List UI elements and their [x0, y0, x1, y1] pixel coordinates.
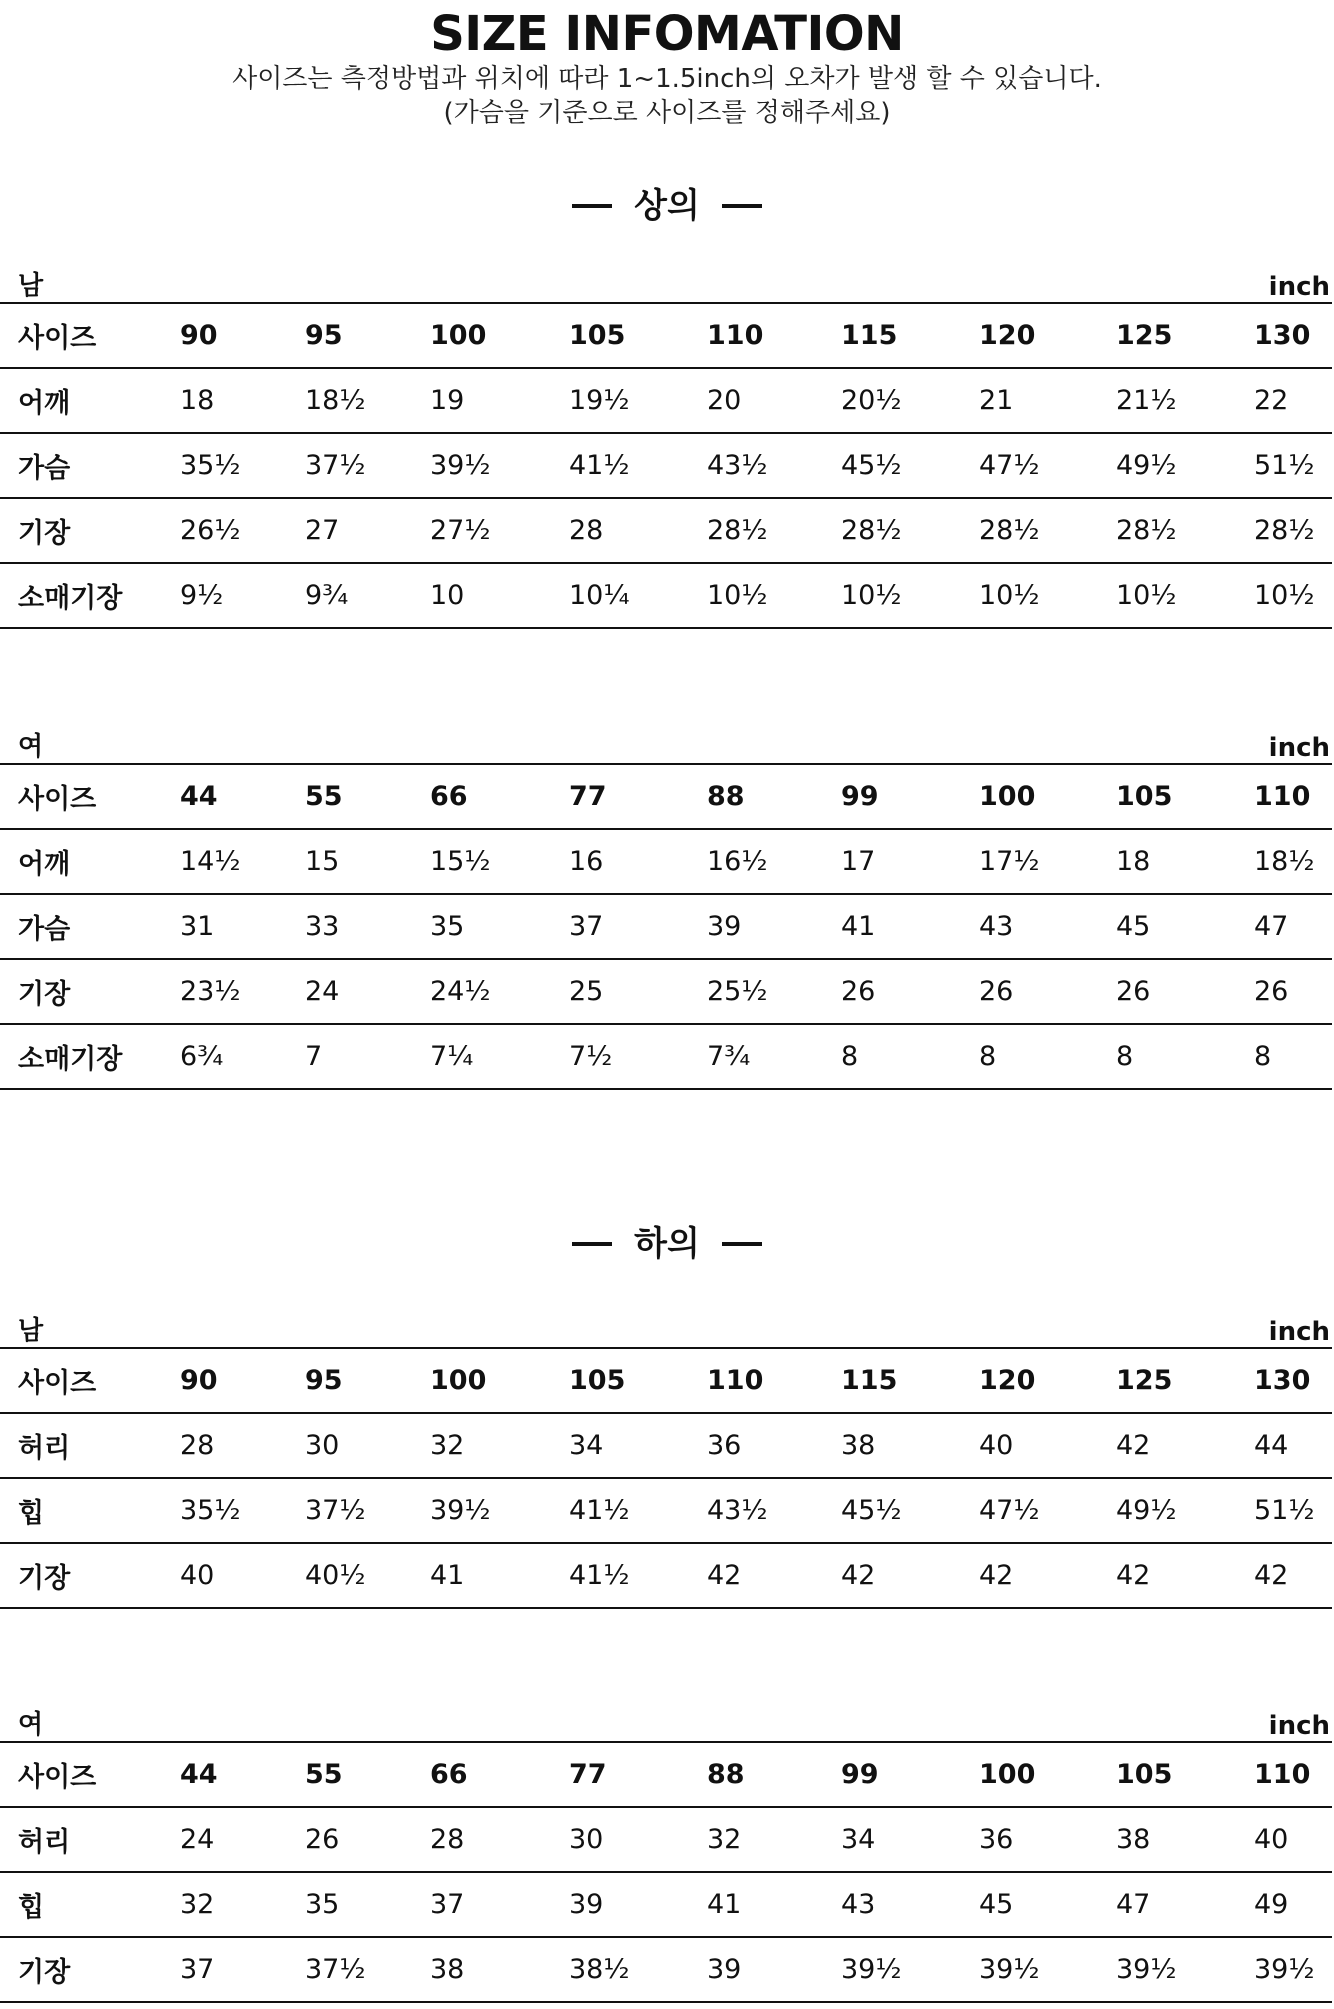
size-header-cell: 95	[305, 1365, 343, 1396]
size-header-cell: 90	[180, 1365, 218, 1396]
table-cell: 24½	[430, 976, 491, 1007]
table-cell: 49½	[1116, 450, 1177, 481]
table-cell: 39	[707, 911, 742, 942]
row-label: 어깨	[18, 388, 71, 419]
table-cell: 10½	[841, 580, 902, 611]
table-cell: 26	[979, 976, 1014, 1007]
table-cell: 40	[1254, 1824, 1289, 1855]
table-cell: 40	[979, 1430, 1014, 1461]
row-label: 가슴	[18, 914, 71, 945]
table-cell: 49½	[1116, 1495, 1177, 1526]
table-cell: 35½	[180, 450, 241, 481]
size-table-bottom-women	[0, 1697, 1332, 2003]
table-row	[0, 369, 1332, 434]
table-cell: 10½	[979, 580, 1040, 611]
row-label: 허리	[18, 1827, 71, 1858]
table-cell: 47½	[979, 450, 1040, 481]
table-row	[0, 1479, 1332, 1544]
table-cell: 7¼	[430, 1041, 474, 1072]
table-cell: 43	[841, 1889, 876, 1920]
table-meta	[0, 1303, 1332, 1347]
row-label: 사이즈	[18, 1762, 97, 1793]
row-label: 허리	[18, 1433, 71, 1464]
table-cell: 42	[1116, 1430, 1151, 1461]
size-grid	[0, 1741, 1332, 2003]
size-header-cell: 110	[1254, 1759, 1311, 1790]
table-meta	[0, 719, 1332, 763]
table-cell: 51½	[1254, 1495, 1315, 1526]
table-cell: 44	[1254, 1430, 1289, 1461]
dash-left	[572, 204, 612, 208]
size-header-cell: 99	[841, 781, 879, 812]
table-cell: 37	[180, 1954, 215, 1985]
table-row	[0, 499, 1332, 564]
measurement-note: 사이즈는 측정방법과 위치에 따라 1~1.5inch의 오차가 발생 할 수 있습니다.	[232, 64, 1102, 94]
size-header-cell: 66	[430, 781, 468, 812]
table-cell: 10½	[707, 580, 768, 611]
table-cell: 37½	[305, 1954, 366, 1985]
section-title-top	[0, 184, 1334, 228]
size-header-cell: 77	[569, 1759, 607, 1790]
table-cell: 37	[569, 911, 604, 942]
chest-basis-note: (가슴을 기준으로 사이즈를 정해주세요)	[443, 98, 891, 128]
table-cell: 32	[707, 1824, 742, 1855]
table-cell: 17½	[979, 846, 1040, 877]
table-cell: 9¾	[305, 580, 349, 611]
size-header-cell: 55	[305, 1759, 343, 1790]
table-row	[0, 1873, 1332, 1938]
size-header-cell: 125	[1116, 320, 1173, 351]
table-cell: 25	[569, 976, 604, 1007]
size-header-cell: 90	[180, 320, 218, 351]
table-row	[0, 895, 1332, 960]
table-cell: 15½	[430, 846, 491, 877]
gender-label: 여	[18, 732, 44, 762]
table-cell: 20	[707, 385, 742, 416]
table-cell: 9½	[180, 580, 224, 611]
table-cell: 36	[707, 1430, 742, 1461]
table-cell: 39½	[979, 1954, 1040, 1985]
table-cell: 8	[1116, 1041, 1134, 1072]
table-cell: 10½	[1254, 580, 1315, 611]
table-cell: 8	[1254, 1041, 1272, 1072]
table-cell: 39½	[430, 1495, 491, 1526]
table-cell: 32	[430, 1430, 465, 1461]
table-cell: 38	[430, 1954, 465, 1985]
table-cell: 14½	[180, 846, 241, 877]
table-cell: 34	[569, 1430, 604, 1461]
table-cell: 22	[1254, 385, 1289, 416]
dash-right	[722, 204, 762, 208]
row-label: 사이즈	[18, 323, 97, 354]
table-cell: 8	[979, 1041, 997, 1072]
table-cell: 35½	[180, 1495, 241, 1526]
size-header-cell: 105	[569, 1365, 626, 1396]
table-cell: 26	[305, 1824, 340, 1855]
table-row	[0, 1938, 1332, 2003]
page-title: SIZE INFOMATION	[430, 6, 904, 62]
table-cell: 45½	[841, 1495, 902, 1526]
table-cell: 41	[841, 911, 876, 942]
table-cell: 41	[707, 1889, 742, 1920]
table-cell: 32	[180, 1889, 215, 1920]
table-cell: 45	[979, 1889, 1014, 1920]
table-cell: 28	[180, 1430, 215, 1461]
table-cell: 42	[1254, 1560, 1289, 1591]
row-label: 기장	[18, 518, 71, 549]
size-header-cell: 55	[305, 781, 343, 812]
size-header-cell: 105	[1116, 781, 1173, 812]
size-header-cell: 95	[305, 320, 343, 351]
dash-right	[722, 1242, 762, 1246]
table-cell: 39½	[841, 1954, 902, 1985]
size-header-cell: 120	[979, 320, 1036, 351]
section-top-label: 상의	[634, 186, 700, 226]
table-cell: 24	[180, 1824, 215, 1855]
table-cell: 39½	[1254, 1954, 1315, 1985]
table-cell: 7½	[569, 1041, 613, 1072]
header-row	[0, 304, 1332, 369]
size-table-bottom-men	[0, 1303, 1332, 1609]
size-header-cell: 77	[569, 781, 607, 812]
gender-label: 여	[18, 1710, 44, 1740]
table-cell: 47	[1254, 911, 1289, 942]
size-header-cell: 110	[1254, 781, 1311, 812]
unit-label: inch	[1268, 272, 1330, 302]
table-cell: 23½	[180, 976, 241, 1007]
size-header-cell: 88	[707, 781, 745, 812]
section-bottom-label: 하의	[634, 1224, 700, 1264]
table-row	[0, 434, 1332, 499]
dash-left	[572, 1242, 612, 1246]
table-row	[0, 1025, 1332, 1090]
table-row	[0, 1808, 1332, 1873]
size-table-top-women	[0, 719, 1332, 1090]
table-cell: 7¾	[707, 1041, 751, 1072]
size-header-cell: 115	[841, 320, 898, 351]
table-cell: 43	[979, 911, 1014, 942]
table-row	[0, 564, 1332, 629]
table-cell: 38	[841, 1430, 876, 1461]
table-cell: 26½	[180, 515, 241, 546]
size-header-cell: 110	[707, 320, 764, 351]
size-header-cell: 100	[979, 781, 1036, 812]
table-cell: 28½	[979, 515, 1040, 546]
size-grid	[0, 302, 1332, 629]
table-row	[0, 1414, 1332, 1479]
table-cell: 6¾	[180, 1041, 224, 1072]
size-header-cell: 130	[1254, 320, 1311, 351]
table-cell: 40½	[305, 1560, 366, 1591]
size-header-cell: 105	[1116, 1759, 1173, 1790]
table-meta	[0, 258, 1332, 302]
table-cell: 45	[1116, 911, 1151, 942]
header-row	[0, 1743, 1332, 1808]
size-header-cell: 100	[430, 320, 487, 351]
table-cell: 35	[305, 1889, 340, 1920]
table-cell: 18	[1116, 846, 1151, 877]
size-header-cell: 66	[430, 1759, 468, 1790]
table-cell: 28	[430, 1824, 465, 1855]
table-cell: 16	[569, 846, 604, 877]
gender-label: 남	[18, 1316, 44, 1346]
row-label: 기장	[18, 1563, 71, 1594]
size-header-cell: 125	[1116, 1365, 1173, 1396]
table-cell: 15	[305, 846, 340, 877]
table-cell: 39	[707, 1954, 742, 1985]
table-cell: 47½	[979, 1495, 1040, 1526]
table-cell: 42	[1116, 1560, 1151, 1591]
table-cell: 18½	[1254, 846, 1315, 877]
table-cell: 26	[1116, 976, 1151, 1007]
table-cell: 42	[707, 1560, 742, 1591]
row-label: 소매기장	[18, 1044, 123, 1075]
row-label: 기장	[18, 979, 71, 1010]
row-label: 사이즈	[18, 1368, 97, 1399]
table-cell: 38½	[569, 1954, 630, 1985]
table-cell: 10	[430, 580, 465, 611]
unit-label: inch	[1268, 1317, 1330, 1347]
table-cell: 27	[305, 515, 340, 546]
row-label: 어깨	[18, 849, 71, 880]
size-header-cell: 120	[979, 1365, 1036, 1396]
table-cell: 37½	[305, 450, 366, 481]
gender-label: 남	[18, 271, 44, 301]
table-cell: 34	[841, 1824, 876, 1855]
size-grid	[0, 1347, 1332, 1609]
size-header-cell: 130	[1254, 1365, 1311, 1396]
size-header-cell: 105	[569, 320, 626, 351]
table-cell: 16½	[707, 846, 768, 877]
table-cell: 10½	[1116, 580, 1177, 611]
table-cell: 28½	[707, 515, 768, 546]
table-cell: 43½	[707, 1495, 768, 1526]
table-cell: 31	[180, 911, 215, 942]
table-cell: 36	[979, 1824, 1014, 1855]
size-table-top-men	[0, 258, 1332, 629]
table-cell: 35	[430, 911, 465, 942]
size-header-cell: 44	[180, 1759, 218, 1790]
table-cell: 10¼	[569, 580, 630, 611]
row-label: 기장	[18, 1957, 71, 1988]
table-cell: 28½	[1254, 515, 1315, 546]
page-header	[0, 6, 1334, 130]
table-cell: 21½	[1116, 385, 1177, 416]
size-header-cell: 88	[707, 1759, 745, 1790]
table-cell: 42	[841, 1560, 876, 1591]
table-cell: 8	[841, 1041, 859, 1072]
table-row	[0, 830, 1332, 895]
size-header-cell: 100	[979, 1759, 1036, 1790]
size-header-cell: 110	[707, 1365, 764, 1396]
table-cell: 28½	[841, 515, 902, 546]
table-row	[0, 1544, 1332, 1609]
table-cell: 39	[569, 1889, 604, 1920]
table-cell: 17	[841, 846, 876, 877]
table-cell: 39½	[430, 450, 491, 481]
table-cell: 40	[180, 1560, 215, 1591]
table-cell: 26	[1254, 976, 1289, 1007]
header-row	[0, 765, 1332, 830]
table-cell: 30	[569, 1824, 604, 1855]
size-header-cell: 115	[841, 1365, 898, 1396]
header-row	[0, 1349, 1332, 1414]
size-header-cell: 44	[180, 781, 218, 812]
section-title-bottom	[0, 1222, 1334, 1266]
table-cell: 41½	[569, 1560, 630, 1591]
table-cell: 47	[1116, 1889, 1151, 1920]
table-cell: 18	[180, 385, 215, 416]
row-label: 사이즈	[18, 784, 97, 815]
table-cell: 43½	[707, 450, 768, 481]
table-cell: 49	[1254, 1889, 1289, 1920]
table-cell: 24	[305, 976, 340, 1007]
table-cell: 19	[430, 385, 465, 416]
table-cell: 37½	[305, 1495, 366, 1526]
table-cell: 28	[569, 515, 604, 546]
row-label: 힙	[18, 1498, 45, 1529]
row-label: 힙	[18, 1892, 45, 1923]
table-cell: 37	[430, 1889, 465, 1920]
table-cell: 19½	[569, 385, 630, 416]
row-label: 소매기장	[18, 583, 123, 614]
table-cell: 21	[979, 385, 1014, 416]
table-cell: 41	[430, 1560, 465, 1591]
unit-label: inch	[1268, 733, 1330, 763]
size-header-cell: 100	[430, 1365, 487, 1396]
table-cell: 25½	[707, 976, 768, 1007]
table-cell: 45½	[841, 450, 902, 481]
table-cell: 30	[305, 1430, 340, 1461]
table-cell: 41½	[569, 1495, 630, 1526]
size-header-cell: 99	[841, 1759, 879, 1790]
table-cell: 39½	[1116, 1954, 1177, 1985]
table-cell: 38	[1116, 1824, 1151, 1855]
table-cell: 42	[979, 1560, 1014, 1591]
unit-label: inch	[1268, 1711, 1330, 1741]
row-label: 가슴	[18, 453, 71, 484]
table-cell: 26	[841, 976, 876, 1007]
table-cell: 28½	[1116, 515, 1177, 546]
table-row	[0, 960, 1332, 1025]
table-cell: 41½	[569, 450, 630, 481]
table-cell: 33	[305, 911, 340, 942]
size-grid	[0, 763, 1332, 1090]
table-meta	[0, 1697, 1332, 1741]
table-cell: 20½	[841, 385, 902, 416]
table-cell: 51½	[1254, 450, 1315, 481]
table-cell: 18½	[305, 385, 366, 416]
table-cell: 27½	[430, 515, 491, 546]
table-cell: 7	[305, 1041, 323, 1072]
